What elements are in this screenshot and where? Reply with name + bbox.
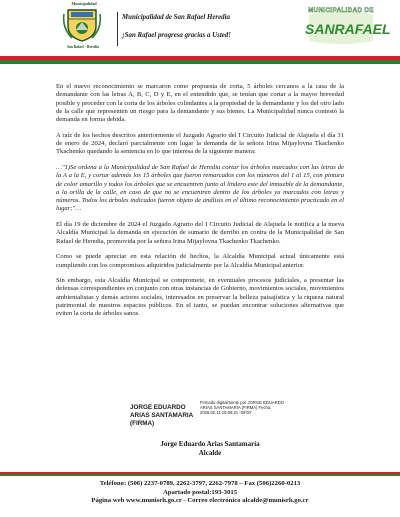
signatory-role: Alcalde <box>198 449 222 457</box>
brand-top-text: MUNICIPALIDAD DE <box>308 7 374 14</box>
digital-signature-name: JORGE EDUARDO ARIAS SANTAMARIA (FIRMA) <box>130 404 193 427</box>
institution-title: Municipalidad de San Rafael Heredia <box>122 14 230 21</box>
paragraph-1: En el nuevo reconocimiento se marcaron como propuesta de corta, 5 árboles cercanos a la casa de la demandante con las letras A, B, C, D y E, en el entendido que, se tenían que cortar a la mayor brevedad posible y proceder con la corta de los árboles colindantes a la propiedad de la demandante y los del otro lado de la calle que representen un riesgo para la demandante y sus bienes. La Municipalidad nunca contestó la demanda en forma debida. <box>56 83 344 124</box>
footer-band-green <box>0 474 400 476</box>
paragraph-2: A raíz de los hechos descritos anteriormente el Juzgado Agrario del I Circuito Judicial de Alajuela el día 31 de enero de 2024, declaró parcialmente con lugar la demanda de la señora Irina Mijaylovna Tkachenko Tkachenko quedando la sentencia en lo que interesa de la siguiente manera: <box>56 131 344 156</box>
header-divider <box>117 12 118 46</box>
footer-contact <box>0 480 400 506</box>
header-band-green <box>0 60 400 64</box>
brand-logo <box>305 7 391 45</box>
sentence-quote: …"1)Se ordena a la Municipalidad de San Rafael de Heredia cortar los árboles marcados con las letras de la A a la E, y cortar además los 15 árboles que fueron remarcados con los números del 1 al 15, con pintura de color amarillo y todos los árboles que se encuentren junto al lindero este del inmueble de la demandante, a la orilla de la calle, en caso de que no se encuentren dentro de los árboles ya marcados con letras y números. Todos los árboles indicados fueron objeto de análisis en el último reconocimiento practicado en el lugar;"… <box>56 163 344 213</box>
seal-caption-top: Municipalidad <box>71 1 97 6</box>
footer-web: Página web www.munisrh.go.cr - Correo electrónico alcalde@munisrh.go.cr <box>91 497 309 505</box>
signatory-name: Jorge Eduardo Arias Santamaría <box>160 440 260 448</box>
signature-block <box>130 396 290 458</box>
letter-body <box>56 83 344 326</box>
municipal-seal-icon <box>62 6 102 42</box>
seal-caption-bottom: San Rafael - Heredia <box>67 45 99 49</box>
paragraph-4: Como se puede apreciar en esta relación de hechos, la Alcaldía Municipal actual únicamente está cumpliendo con los compromisos adquiridos judicialmente por la Alcaldía Municipal anterior. <box>56 253 344 269</box>
paragraph-3: El día 19 de diciembre de 2024 el Juzgado Agrario del I Circuito Judicial de Alajuela le notifica a la nueva Alcaldía Municipal la demanda en ejecución de sumario de derribo en contra de la Municipalidad de San Rafael de Heredia, promovida por la señora Irina Mijaylovna Tkachenko Tkachenko. <box>56 221 344 245</box>
footer-po-box: Apartado postal:193-3015 <box>162 488 238 496</box>
digital-signature-info: Firmado digitalmente por JORGE EDUARDO ARIAS SANTAMARIA (FIRMA) Fecha: 2025.02.11 15:06:21 -06'00' <box>200 400 285 416</box>
footer-band <box>0 472 400 476</box>
brand-main-text: SANRAFAEL <box>305 21 391 37</box>
letterhead <box>0 0 400 66</box>
institution-motto: ¡San Rafael progresa gracias a Usted! <box>122 32 231 39</box>
footer-phones: Teléfono: (506) 2237-0789, 2262-3797, 2262-7978 – Fax (506)2260-0213 <box>99 480 301 487</box>
paragraph-5: Sin embargo, esta Alcaldía Municipal se compromete, en eventuales procesos judiciales, a presentar las defensas correspondientes en conjunto con otras instancias de Gobierno, movimientos sociales, movimientos ambientalistas y demás actores sociales, interesados en preservar la belleza paisajística y la riqueza natural patrimonial de nuestros espacios públicos. En el tanto, se puedan encontrar soluciones alternativas que eviten la corta de árboles sanos. <box>56 277 344 318</box>
